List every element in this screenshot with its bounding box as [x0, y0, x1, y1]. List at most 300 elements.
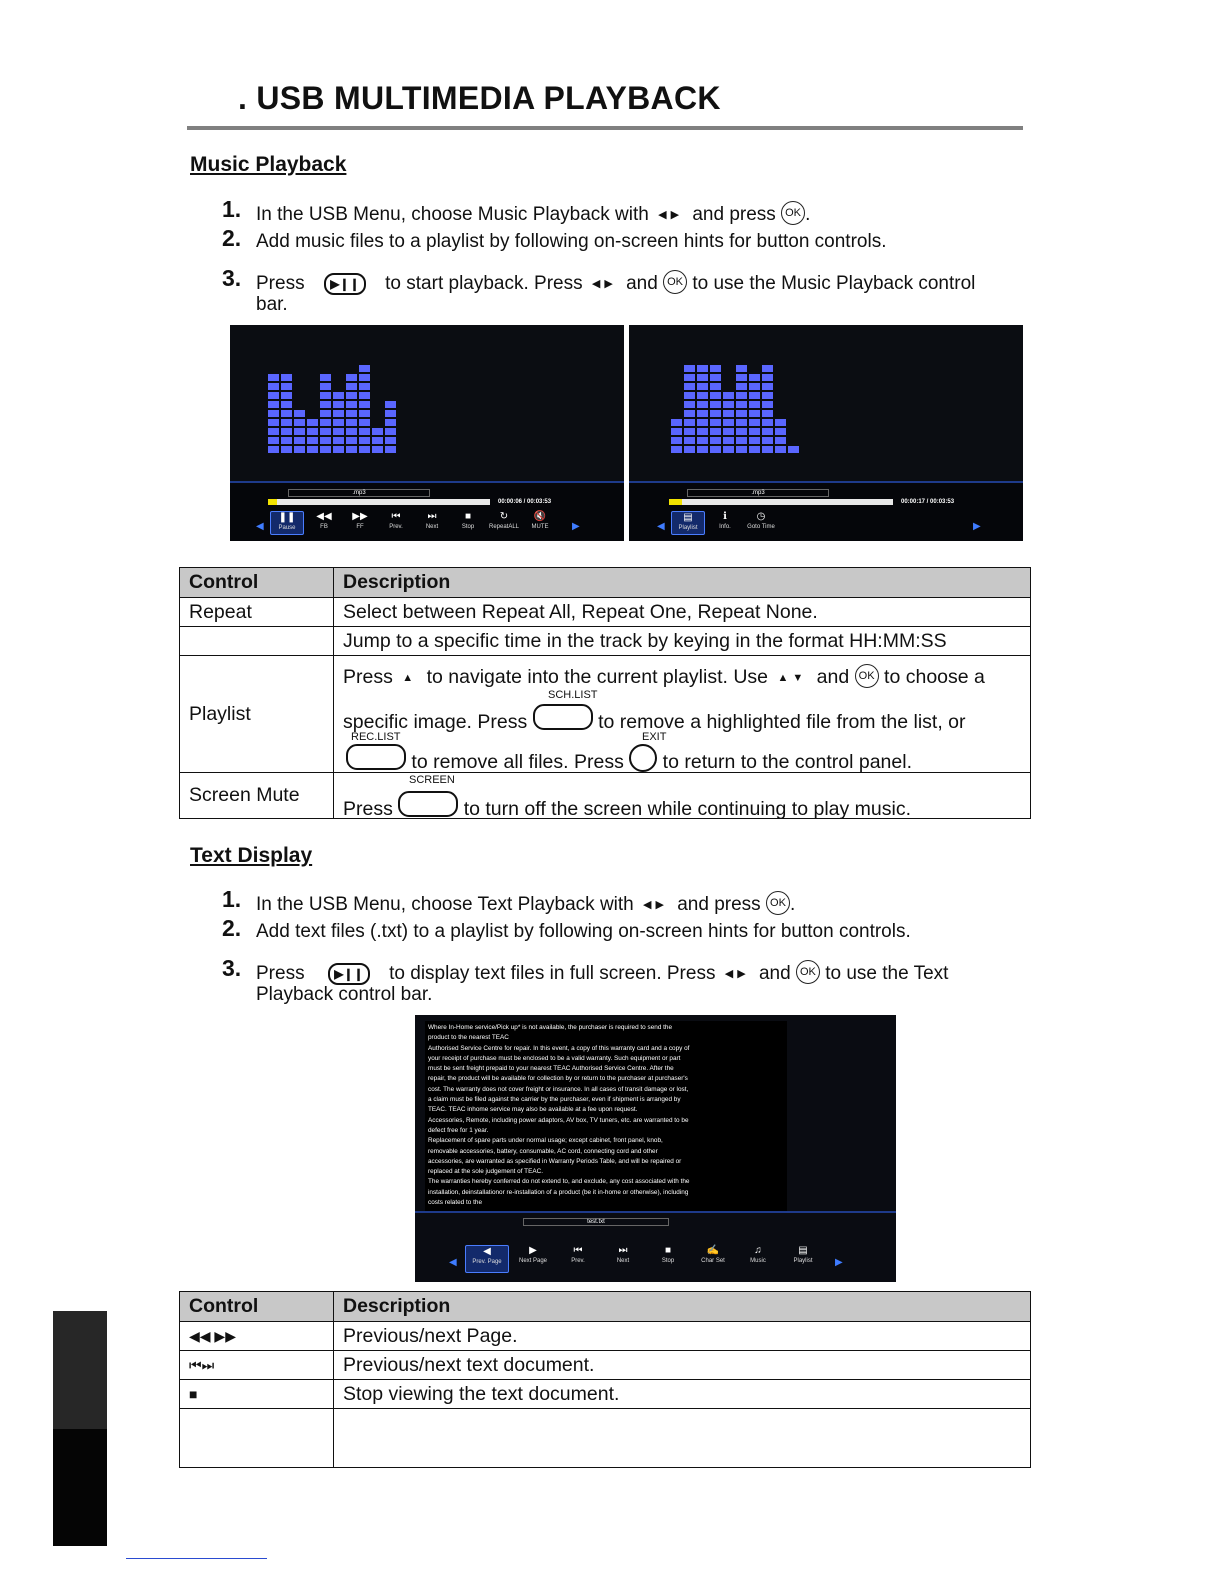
document-line: defect free for 1 year.	[428, 1126, 489, 1134]
equalizer-cell	[723, 446, 734, 453]
control-button-pause[interactable]	[270, 511, 304, 535]
equalizer-cell	[281, 392, 292, 399]
equalizer-cell	[736, 401, 747, 408]
equalizer-cell	[736, 410, 747, 417]
step-text: Playback control bar.	[256, 984, 433, 1005]
equalizer-cell	[697, 428, 708, 435]
up-arrow-icon: ▲	[402, 672, 418, 684]
equalizer-cell	[333, 437, 344, 444]
equalizer-cell	[294, 446, 305, 453]
step-text: Add text files (.txt) to a playlist by following on-screen hints for button controls.	[256, 921, 911, 942]
equalizer-cell	[359, 446, 370, 453]
equalizer-cell	[762, 374, 773, 381]
step-text: and press	[692, 204, 776, 225]
music-controls-table	[179, 567, 1031, 819]
control-label: Stop	[461, 524, 475, 530]
description-cell: Select between Repeat All, Repeat One, Repeat None.	[334, 598, 1031, 627]
nav-left-arrow-icon: ◀	[657, 521, 665, 532]
equalizer-cell	[281, 428, 292, 435]
equalizer-cell	[281, 410, 292, 417]
table-row	[180, 598, 1031, 627]
rec-list-button-icon	[346, 744, 406, 770]
equalizer-cell	[333, 446, 344, 453]
control-label: FF	[356, 524, 364, 530]
table-row	[180, 1351, 1031, 1380]
control-label: Prev.	[571, 1258, 585, 1264]
equalizer-cell	[385, 419, 396, 426]
control-button-stop[interactable]	[647, 1245, 689, 1271]
desc-text: and	[816, 666, 850, 688]
equalizer-cell	[346, 437, 357, 444]
desc-text: Press	[343, 666, 393, 688]
equalizer-cell	[281, 374, 292, 381]
equalizer-cell	[346, 401, 357, 408]
equalizer-column	[749, 372, 760, 453]
step-number: 1.	[222, 886, 242, 912]
equalizer-cell	[320, 428, 331, 435]
equalizer-column	[385, 399, 396, 453]
control-button-mute[interactable]	[524, 511, 556, 533]
rec-list-label: REC.LIST	[351, 731, 401, 743]
equalizer-cell	[359, 365, 370, 372]
step-number: 1.	[222, 196, 242, 222]
document-line: your receipt of purchase must be enclosed to be a valid warranty. Such equipment or part	[428, 1054, 681, 1062]
equalizer-cell	[697, 383, 708, 390]
control-label: Char Set	[701, 1258, 725, 1264]
equalizer-cell	[710, 428, 721, 435]
equalizer-cell	[723, 401, 734, 408]
equalizer-cell	[385, 410, 396, 417]
equalizer-cell	[333, 392, 344, 399]
equalizer-cell	[372, 437, 383, 444]
equalizer-cell	[697, 401, 708, 408]
control-cell: Screen Mute	[180, 773, 334, 819]
step-text: .	[805, 204, 811, 225]
equalizer-cell	[684, 392, 695, 399]
equalizer-cell	[346, 392, 357, 399]
equalizer-cell	[710, 374, 721, 381]
control-label: Goto Time	[747, 524, 775, 530]
equalizer-cell	[749, 446, 760, 453]
divider	[415, 1211, 896, 1213]
equalizer-cell	[723, 419, 734, 426]
table-row	[180, 773, 1031, 819]
equalizer-cell	[684, 383, 695, 390]
equalizer-cell	[333, 419, 344, 426]
equalizer-cell	[749, 383, 760, 390]
equalizer-cell	[710, 401, 721, 408]
equalizer-cell	[359, 383, 370, 390]
equalizer-column	[736, 363, 747, 453]
equalizer-cell	[749, 419, 760, 426]
equalizer-cell	[736, 374, 747, 381]
left-right-arrows-icon: ◀▶	[724, 968, 750, 980]
left-right-arrows-icon: ◀▶	[591, 278, 617, 290]
equalizer-cell	[307, 419, 318, 426]
equalizer-cell	[723, 410, 734, 417]
play-pause-button-icon: ▶❙❙	[324, 273, 366, 295]
nav-right-arrow-icon: ▶	[835, 1257, 843, 1268]
equalizer-cell	[723, 392, 734, 399]
equalizer-column	[762, 363, 773, 453]
step-text: Press	[256, 963, 305, 984]
control-label: Stop	[661, 1258, 675, 1264]
control-button-next[interactable]	[602, 1245, 644, 1271]
desc-text: to remove a highlighted file from the list, or	[598, 711, 966, 733]
music-playback-screenshot-left	[230, 325, 624, 541]
control-label: Info.	[719, 524, 731, 530]
equalizer-cell	[320, 374, 331, 381]
step-text: and press	[677, 894, 761, 915]
ok-button-icon: OK	[796, 960, 820, 984]
equalizer-cell	[307, 446, 318, 453]
step-text: and	[626, 273, 658, 294]
title-rule	[187, 126, 1023, 130]
equalizer-cell	[268, 428, 279, 435]
equalizer-cell	[281, 401, 292, 408]
footer-line	[126, 1558, 267, 1559]
equalizer-cell	[762, 392, 773, 399]
equalizer-cell	[697, 446, 708, 453]
table-row	[180, 627, 1031, 656]
text-display-title: Text Display	[190, 844, 313, 867]
equalizer-cell	[710, 392, 721, 399]
control-icon: ■	[464, 511, 472, 522]
music-playback-title: Music Playback	[190, 153, 347, 176]
equalizer-cell	[749, 392, 760, 399]
control-buttons	[465, 1245, 824, 1273]
equalizer-cell	[268, 401, 279, 408]
table-header-control: Control	[180, 1292, 334, 1322]
equalizer-cell	[684, 428, 695, 435]
equalizer-cell	[268, 374, 279, 381]
equalizer-cell	[320, 392, 331, 399]
equalizer-cell	[710, 365, 721, 372]
table-row	[180, 1380, 1031, 1409]
equalizer-cell	[359, 401, 370, 408]
equalizer-cell	[697, 437, 708, 444]
control-icon: ✍	[706, 1245, 720, 1256]
equalizer-cell	[775, 446, 786, 453]
equalizer-cell	[268, 383, 279, 390]
control-icon: ⏮	[573, 1245, 583, 1256]
equalizer-cell	[723, 437, 734, 444]
up-down-arrows-icon: ▲▼	[777, 672, 808, 684]
control-icon: ▶	[529, 1245, 537, 1256]
equalizer-column	[281, 372, 292, 453]
text-document-view	[425, 1021, 787, 1213]
left-right-arrows-icon: ◀▶	[658, 209, 684, 221]
control-cell: ◀◀ ▶▶	[180, 1322, 334, 1351]
control-icon: ◀◀	[316, 511, 332, 522]
progress-bar	[268, 499, 490, 505]
play-pause-button-icon: ▶❙❙	[328, 963, 370, 985]
equalizer-cell	[710, 446, 721, 453]
step-number: 2.	[222, 915, 242, 941]
description-cell: Previous/next Page.	[334, 1322, 1031, 1351]
equalizer-cell	[697, 392, 708, 399]
document-line: Where In-Home service/Pick up* is not available, the purchaser is required to send the	[428, 1024, 673, 1031]
control-icon: ⏭	[427, 511, 437, 522]
document-line: a claim must be filed against the carrier by the purchaser, even if shipment is arranged by	[428, 1096, 681, 1104]
table-header-description: Description	[334, 568, 1031, 598]
equalizer-cell	[372, 428, 383, 435]
control-icon: ◷	[756, 511, 766, 522]
equalizer-cell	[749, 410, 760, 417]
equalizer-cell	[684, 365, 695, 372]
equalizer-cell	[697, 419, 708, 426]
control-cell	[180, 627, 334, 656]
document-line: accessories, are warranted as specified in Warranty Periods Table, and will be repaired or	[428, 1157, 682, 1165]
equalizer-cell	[749, 401, 760, 408]
equalizer-cell	[359, 392, 370, 399]
exit-button-icon	[629, 744, 657, 772]
control-icon: ♫	[754, 1245, 762, 1256]
file-name: test.txt	[523, 1218, 669, 1226]
equalizer-column	[346, 372, 357, 453]
equalizer-cell	[762, 410, 773, 417]
step-text: to display text files in full screen. Press	[389, 963, 716, 984]
equalizer-cell	[697, 374, 708, 381]
progress-bar	[669, 499, 893, 505]
equalizer-cell	[320, 383, 331, 390]
equalizer-cell	[268, 437, 279, 444]
document-line: Replacement of spare parts under normal usage; except cabinet, front panel, knob,	[428, 1137, 663, 1145]
ok-button-icon: OK	[781, 201, 805, 225]
text-playback-screenshot	[415, 1015, 896, 1282]
equalizer-cell	[736, 419, 747, 426]
equalizer-cell	[294, 437, 305, 444]
control-cell: ■	[180, 1380, 334, 1409]
control-icon: ▤	[798, 1245, 808, 1256]
desc-text: to choose a	[884, 666, 985, 688]
equalizer-cell	[762, 401, 773, 408]
equalizer-column	[372, 426, 383, 453]
equalizer-column	[684, 363, 695, 453]
control-icon: ▶▶	[352, 511, 368, 522]
sch-list-label: SCH.LIST	[548, 689, 598, 701]
control-icon: ◀	[483, 1246, 491, 1257]
equalizer-cell	[359, 437, 370, 444]
desc-text: to return to the control panel.	[662, 751, 912, 773]
equalizer-cell	[775, 428, 786, 435]
equalizer-cell	[710, 419, 721, 426]
equalizer-cell	[775, 419, 786, 426]
control-label: Prev. Page	[472, 1259, 502, 1265]
equalizer-cell	[294, 410, 305, 417]
control-button-repeatall[interactable]	[488, 511, 520, 533]
equalizer-cell	[333, 428, 344, 435]
equalizer-cell	[762, 383, 773, 390]
document-line: replaced at the sole judgement of TEAC.	[428, 1168, 543, 1176]
equalizer-cell	[749, 374, 760, 381]
table-row	[180, 1322, 1031, 1351]
equalizer-column	[268, 372, 279, 453]
control-icon: ↻	[499, 511, 509, 522]
table-row	[180, 656, 1031, 773]
step-number: 3.	[222, 955, 242, 981]
description-cell	[334, 656, 1031, 773]
equalizer-cell	[671, 446, 682, 453]
equalizer-cell	[281, 446, 292, 453]
equalizer-cell	[320, 437, 331, 444]
equalizer-cell	[762, 446, 773, 453]
equalizer-cell	[268, 419, 279, 426]
desc-text: to turn off the screen while continuing to play music.	[463, 798, 912, 820]
control-button-stop[interactable]	[452, 511, 484, 533]
equalizer-cell	[749, 437, 760, 444]
control-icon: ■	[664, 1245, 672, 1256]
control-icon: ⏭	[618, 1245, 628, 1256]
control-button-prev[interactable]	[380, 511, 412, 533]
description-cell: Jump to a specific time in the track by keying in the format HH:MM:SS	[334, 627, 1031, 656]
step-text: bar.	[256, 294, 288, 315]
nav-left-arrow-icon: ◀	[256, 521, 264, 532]
control-icon: ▤	[683, 512, 693, 523]
equalizer-column	[359, 363, 370, 453]
step-text: In the USB Menu, choose Text Playback with	[256, 894, 634, 915]
left-right-arrows-icon: ◀▶	[643, 899, 668, 911]
control-button-next-page[interactable]	[512, 1245, 554, 1271]
step-text: In the USB Menu, choose Music Playback with	[256, 204, 649, 225]
control-label: FB	[320, 524, 328, 530]
document-line: Authorised Service Centre for repair. In this event, a copy of this warranty card and a copy of	[428, 1044, 690, 1052]
control-button-next[interactable]	[416, 511, 448, 533]
equalizer-cell	[671, 437, 682, 444]
equalizer-cell	[684, 437, 695, 444]
control-button-fb[interactable]	[308, 511, 340, 533]
control-button-playlist[interactable]	[671, 511, 705, 535]
control-icon: ℹ	[723, 511, 727, 522]
control-icon: 🔇	[533, 511, 547, 522]
equalizer-column	[333, 390, 344, 453]
table-row	[180, 1409, 1031, 1468]
text-controls-table	[179, 1291, 1031, 1468]
control-button-prev-page[interactable]	[465, 1245, 509, 1273]
description-cell: Previous/next text document.	[334, 1351, 1031, 1380]
control-button-char-set[interactable]	[692, 1245, 734, 1271]
equalizer-cell	[736, 392, 747, 399]
nav-left-arrow-icon: ◀	[449, 1257, 457, 1268]
equalizer-cell	[346, 419, 357, 426]
control-icon: ⏮	[391, 511, 401, 522]
equalizer-cell	[268, 446, 279, 453]
desc-text: to remove all files. Press	[411, 751, 624, 773]
equalizer-cell	[359, 428, 370, 435]
equalizer-cell	[385, 437, 396, 444]
equalizer-column	[307, 417, 318, 453]
control-label: Next	[425, 524, 439, 530]
control-button-info[interactable]	[709, 511, 741, 533]
page-title: . USB MULTIMEDIA PLAYBACK	[238, 80, 721, 116]
equalizer-bars	[268, 365, 398, 453]
equalizer-cell	[294, 419, 305, 426]
equalizer-cell	[268, 410, 279, 417]
control-button-ff[interactable]	[344, 511, 376, 533]
equalizer-cell	[684, 419, 695, 426]
control-button-prev[interactable]	[557, 1245, 599, 1271]
equalizer-column	[788, 444, 799, 453]
equalizer-cell	[346, 428, 357, 435]
file-name: .mp3	[288, 489, 430, 497]
equalizer-column	[320, 372, 331, 453]
document-line: The warranties hereby conferred do not extend to, and exclude, any cost associated with the	[428, 1178, 690, 1186]
equalizer-cell	[385, 428, 396, 435]
document-line: costs related to the	[428, 1199, 482, 1207]
screen-button-icon	[398, 791, 458, 817]
control-cell	[180, 1409, 334, 1468]
music-playback-screenshot-right	[629, 325, 1023, 541]
equalizer-cell	[762, 419, 773, 426]
file-name: .mp3	[687, 489, 829, 497]
table-header-description: Description	[334, 1292, 1031, 1322]
equalizer-cell	[775, 437, 786, 444]
control-button-playlist[interactable]	[782, 1245, 824, 1271]
equalizer-cell	[385, 446, 396, 453]
document-line: TEAC. TEAC inhome service may also be available at a fee upon request.	[428, 1106, 638, 1114]
equalizer-cell	[697, 365, 708, 372]
equalizer-cell	[684, 374, 695, 381]
equalizer-cell	[762, 365, 773, 372]
control-label: Next Page	[518, 1258, 548, 1264]
equalizer-cell	[684, 446, 695, 453]
equalizer-cell	[320, 446, 331, 453]
document-line: cost. The warranty does not cover freight or insurance. In all cases of transit damage or lost,	[428, 1085, 689, 1093]
equalizer-cell	[671, 428, 682, 435]
equalizer-column	[723, 390, 734, 453]
equalizer-cell	[385, 401, 396, 408]
control-button-goto-time[interactable]	[745, 511, 777, 533]
equalizer-cell	[736, 365, 747, 372]
equalizer-column	[775, 417, 786, 453]
equalizer-cell	[710, 437, 721, 444]
control-label: Playlist	[793, 1258, 813, 1264]
document-line: repair, the product will be available for collection by or return to the purchaser at purchaser's	[428, 1075, 688, 1083]
document-line: must be sent freight prepaid to your nearest TEAC Authorised Service Centre. After the	[428, 1065, 674, 1073]
step-number: 3.	[222, 265, 242, 291]
equalizer-cell	[307, 428, 318, 435]
equalizer-cell	[294, 428, 305, 435]
desc-text: specific image. Press	[343, 711, 528, 733]
equalizer-cell	[762, 428, 773, 435]
control-label: RepeatALL	[488, 524, 520, 530]
equalizer-cell	[346, 383, 357, 390]
desc-text: Press	[343, 798, 393, 820]
equalizer-cell	[268, 392, 279, 399]
nav-right-arrow-icon: ▶	[572, 521, 580, 532]
control-buttons	[671, 511, 777, 535]
equalizer-cell	[320, 401, 331, 408]
equalizer-cell	[346, 446, 357, 453]
equalizer-column	[294, 408, 305, 453]
control-label: Music	[750, 1258, 766, 1264]
control-button-music[interactable]	[737, 1245, 779, 1271]
equalizer-cell	[346, 374, 357, 381]
side-tab	[53, 1429, 107, 1546]
document-line: removable accessories, battery, consumable, AC cord, connecting cord and other	[428, 1147, 658, 1155]
equalizer-cell	[372, 446, 383, 453]
step-text: Press	[256, 273, 305, 294]
equalizer-cell	[723, 428, 734, 435]
step-number: 2.	[222, 225, 242, 251]
equalizer-cell	[307, 437, 318, 444]
equalizer-cell	[736, 446, 747, 453]
equalizer-cell	[359, 419, 370, 426]
desc-text: to navigate into the current playlist. Use	[426, 666, 769, 688]
control-cell: ⏮⏭	[180, 1351, 334, 1380]
equalizer-cell	[671, 419, 682, 426]
control-label: Next	[616, 1258, 630, 1264]
